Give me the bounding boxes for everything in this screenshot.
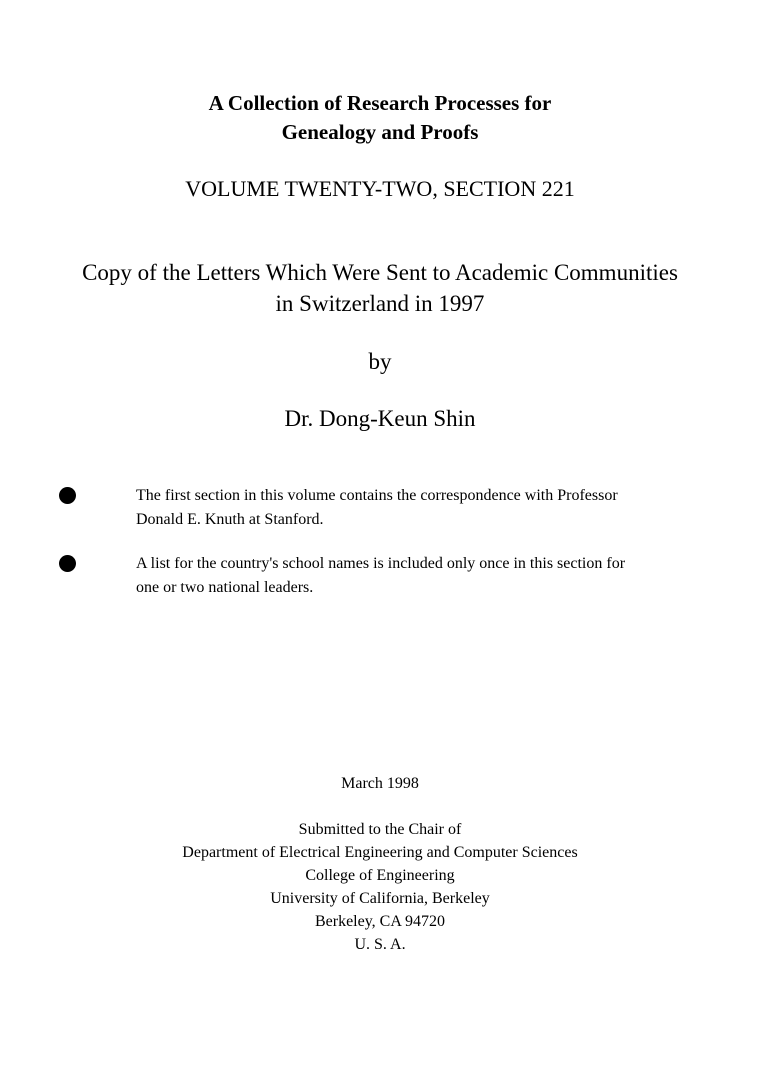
note-2-line-1: A list for the country's school names is included only once in this section for — [136, 555, 626, 572]
note-1-line-2: Donald E. Knuth at Stanford. — [136, 511, 324, 528]
country-name: U. S. A. — [354, 936, 406, 953]
bullet-icon — [59, 487, 76, 504]
note-1 — [136, 484, 736, 532]
bullet-icon — [59, 555, 76, 572]
volume-heading: VOLUME TWENTY-TWO, SECTION 221 — [185, 176, 575, 201]
note-2-line-2: one or two national leaders. — [136, 579, 314, 596]
city-address: Berkeley, CA 94720 — [314, 913, 446, 930]
note-1-line-1: The first section in this volume contains the correspondence with Professor — [136, 487, 618, 504]
department-name: Department of Electrical Engineering and Computer Sciences — [182, 844, 578, 861]
subject-line-1: Copy of the Letters Which Were Sent to Academic Communities — [82, 260, 678, 285]
byline-by: by — [368, 349, 392, 374]
submission-date: March 1998 — [341, 775, 419, 792]
college-name: College of Engineering — [305, 867, 455, 884]
document-title-line-1: A Collection of Research Processes for — [208, 91, 552, 115]
note-2 — [136, 552, 736, 600]
submitted-to: Submitted to the Chair of — [298, 821, 462, 838]
document-title-line-2: Genealogy and Proofs — [281, 120, 479, 144]
author-name: Dr. Dong-Keun Shin — [284, 406, 476, 431]
subject-line-2: in Switzerland in 1997 — [275, 291, 485, 316]
university-name: University of California, Berkeley — [270, 890, 490, 907]
